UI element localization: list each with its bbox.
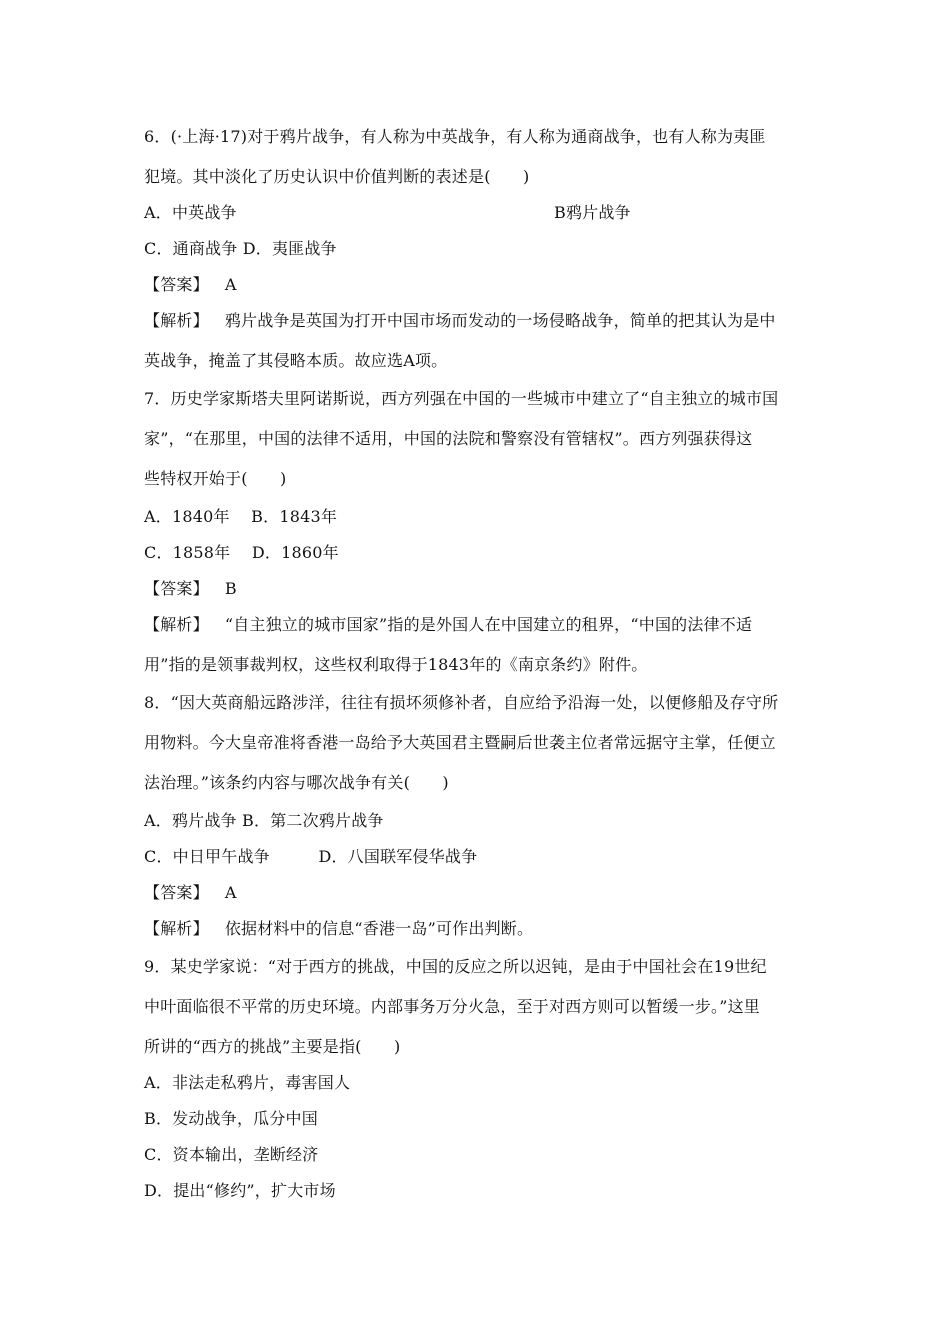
q6-option-b: B鸦片战争: [554, 203, 631, 222]
answer-label: 【答案】: [144, 579, 209, 598]
answer-label: 【答案】: [144, 275, 209, 294]
q6-analysis-line-1: [144, 310, 814, 332]
q6-answer: [144, 274, 814, 296]
q6-option-a: A．中英战争: [144, 203, 237, 222]
q9-option-a: A．非法走私鸦片，毒害国人: [144, 1073, 351, 1092]
q8-options-line-2: C．中日甲午战争 D．八国联军侵华战争: [144, 847, 478, 866]
q9-stem-line-3: 所讲的“西方的挑战”主要是指( ): [144, 1037, 401, 1056]
q9-option-d: D．提出“修约”，扩大市场: [144, 1181, 336, 1200]
answer-value: B: [224, 579, 237, 598]
answer-label: 【答案】: [144, 883, 209, 902]
analysis-text: 依据材料中的信息“香港一岛”可作出判断。: [224, 919, 534, 938]
q8-answer: [144, 882, 814, 904]
q9-option-b: B．发动战争，瓜分中国: [144, 1109, 318, 1128]
q6-options-line-1: [144, 202, 814, 224]
q7-options-line-2: C．1858年 D．1860年: [144, 543, 339, 562]
q7-stem-line-2: 家”，“在那里，中国的法律不适用，中国的法院和警察没有管辖权”。西方列强获得这: [144, 429, 753, 448]
q6-stem-line-1: 6．(·上海·17)对于鸦片战争，有人称为中英战争，有人称为通商战争，也有人称为夷匪: [144, 127, 766, 146]
q6-stem-line-2: 犯境。其中淡化了历史认识中价值判断的表述是( ): [144, 167, 530, 186]
analysis-label: 【解析】: [144, 311, 209, 330]
q8-options-line-1: A．鸦片战争 B．第二次鸦片战争: [144, 811, 384, 830]
analysis-label: 【解析】: [144, 615, 209, 634]
q7-answer: [144, 578, 814, 600]
q7-analysis-line-2: 用”指的是领事裁判权，这些权利取得于1843年的《南京条约》附件。: [144, 655, 648, 674]
answer-value: A: [224, 275, 237, 294]
analysis-label: 【解析】: [144, 919, 209, 938]
q8-analysis-line-1: [144, 918, 814, 940]
q8-stem-line-2: 用物料。今大皇帝准将香港一岛给予大英国君主暨嗣后世袭主位者常远据守主掌，任便立: [144, 733, 776, 752]
q7-analysis-line-1: [144, 614, 814, 636]
q9-option-c: C．资本输出，垄断经济: [144, 1145, 319, 1164]
q6-analysis-line-2: 英战争，掩盖了其侵略本质。故应选A项。: [144, 351, 448, 370]
answer-value: A: [224, 883, 237, 902]
q7-options-line-1: A．1840年 B．1843年: [144, 507, 338, 526]
q7-stem-line-1: 7．历史学家斯塔夫里阿诺斯说，西方列强在中国的一些城市中建立了“自主独立的城市国: [144, 389, 779, 408]
analysis-text: “自主独立的城市国家”指的是外国人在中国建立的租界，“中国的法律不适: [224, 615, 753, 634]
q9-stem-line-2: 中叶面临很不平常的历史环境。内部事务万分火急，至于对西方则可以暂缓一步。”这里: [144, 997, 760, 1016]
q6-options-line-2: C．通商战争 D．夷匪战争: [144, 239, 337, 258]
analysis-text: 鸦片战争是英国为打开中国市场而发动的一场侵略战争，简单的把其认为是中: [224, 311, 776, 330]
q8-stem-line-3: 法治理。”该条约内容与哪次战争有关( ): [144, 773, 449, 792]
q9-stem-line-1: 9．某史学家说：“对于西方的挑战，中国的反应之所以迟钝，是由于中国社会在19世纪: [144, 957, 767, 976]
q7-stem-line-3: 些特权开始于( ): [144, 469, 287, 488]
q8-stem-line-1: 8．“因大英商船远路涉洋，往往有损坏须修补者，自应给予沿海一处，以便修船及存守所: [144, 693, 779, 712]
